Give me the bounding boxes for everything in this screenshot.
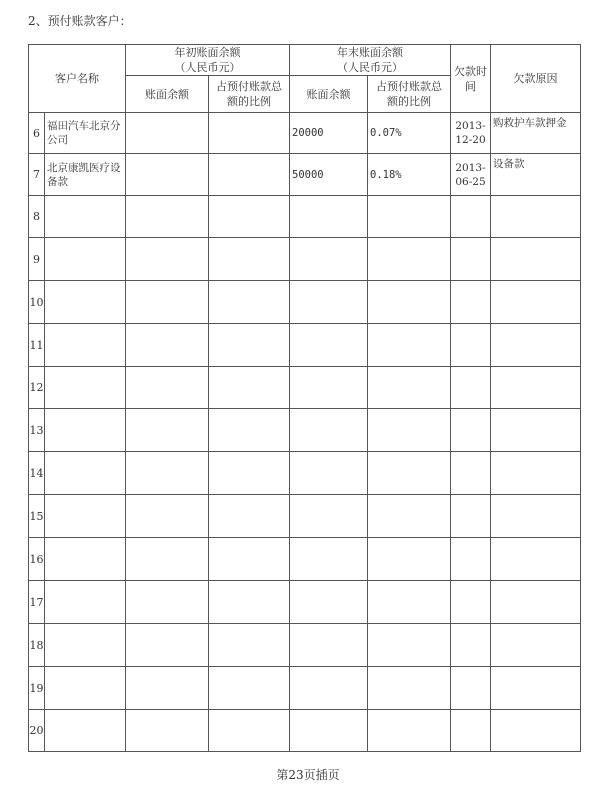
end-ratio-cell bbox=[368, 452, 451, 495]
overdue-reason-cell: 设备款 bbox=[491, 154, 581, 196]
begin-balance-cell bbox=[126, 196, 209, 238]
row-number: 8 bbox=[29, 196, 45, 238]
overdue-reason-cell bbox=[491, 238, 581, 281]
begin-balance-cell bbox=[126, 281, 209, 324]
end-balance-cell bbox=[290, 495, 368, 538]
overdue-time-cell bbox=[451, 710, 491, 752]
row-number: 13 bbox=[29, 409, 45, 452]
overdue-reason-cell bbox=[491, 452, 581, 495]
table-body bbox=[29, 113, 581, 752]
begin-balance-cell bbox=[126, 409, 209, 452]
end-balance-cell bbox=[290, 367, 368, 409]
section-heading: 2、预付账款客户： bbox=[28, 14, 132, 28]
begin-balance-cell bbox=[126, 495, 209, 538]
table-row bbox=[29, 452, 581, 495]
overdue-time-line1: 2013- bbox=[455, 161, 486, 174]
customer-name-cell bbox=[45, 581, 126, 624]
end-ratio-cell bbox=[368, 324, 451, 367]
end-balance-cell bbox=[290, 581, 368, 624]
row-number: 14 bbox=[29, 452, 45, 495]
end-balance-cell: 50000 bbox=[290, 154, 368, 196]
overdue-reason-cell bbox=[491, 324, 581, 367]
customer-name-cell bbox=[45, 409, 126, 452]
row-number: 7 bbox=[29, 154, 45, 196]
customer-name-cell bbox=[45, 113, 126, 154]
end-balance-cell: 20000 bbox=[290, 113, 368, 154]
row-number: 19 bbox=[29, 667, 45, 710]
overdue-reason-cell bbox=[491, 667, 581, 710]
header-end-ratio-line2: 额的比例 bbox=[387, 95, 431, 108]
header-end-ratio bbox=[368, 76, 451, 113]
row-number: 20 bbox=[29, 710, 45, 752]
begin-balance-cell bbox=[126, 581, 209, 624]
row-number: 15 bbox=[29, 495, 45, 538]
table-row bbox=[29, 324, 581, 367]
header-begin-group-line2: （人民币元） bbox=[174, 61, 241, 74]
header-overdue-reason: 欠款原因 bbox=[491, 45, 581, 113]
overdue-reason-cell bbox=[491, 367, 581, 409]
header-begin-ratio-line2: 额的比例 bbox=[227, 95, 271, 108]
begin-ratio-cell bbox=[209, 495, 290, 538]
table-row bbox=[29, 495, 581, 538]
end-balance-cell bbox=[290, 710, 368, 752]
overdue-reason-cell bbox=[491, 409, 581, 452]
begin-balance-cell bbox=[126, 538, 209, 581]
table-row bbox=[29, 581, 581, 624]
row-number: 18 bbox=[29, 624, 45, 667]
customer-name-line1: 福田汽车北京分 bbox=[47, 120, 121, 132]
end-balance-cell bbox=[290, 409, 368, 452]
header-time-line2: 间 bbox=[465, 79, 476, 93]
customer-name-cell bbox=[45, 624, 126, 667]
begin-ratio-cell bbox=[209, 452, 290, 495]
row-number: 12 bbox=[29, 367, 45, 409]
row-number: 11 bbox=[29, 324, 45, 367]
customer-name-cell bbox=[45, 154, 126, 196]
begin-ratio-cell bbox=[209, 281, 290, 324]
end-ratio-cell bbox=[368, 409, 451, 452]
begin-ratio-cell bbox=[209, 113, 290, 154]
end-balance-cell bbox=[290, 196, 368, 238]
begin-balance-cell bbox=[126, 367, 209, 409]
end-balance-cell bbox=[290, 238, 368, 281]
table-row bbox=[29, 667, 581, 710]
end-balance-cell bbox=[290, 281, 368, 324]
overdue-time-cell bbox=[451, 281, 491, 324]
overdue-time-cell bbox=[451, 624, 491, 667]
overdue-time-cell bbox=[451, 409, 491, 452]
begin-ratio-cell bbox=[209, 154, 290, 196]
overdue-reason-cell bbox=[491, 495, 581, 538]
page-footer: 第23页插页 bbox=[276, 768, 340, 782]
begin-ratio-cell bbox=[209, 624, 290, 667]
end-ratio-cell bbox=[368, 667, 451, 710]
overdue-reason-cell bbox=[491, 538, 581, 581]
begin-balance-cell bbox=[126, 624, 209, 667]
overdue-time-cell bbox=[451, 196, 491, 238]
table-row bbox=[29, 154, 581, 196]
begin-ratio-cell bbox=[209, 710, 290, 752]
overdue-time-line1: 2013- bbox=[455, 120, 486, 132]
begin-ratio-cell bbox=[209, 667, 290, 710]
table-row bbox=[29, 196, 581, 238]
customer-name-cell bbox=[45, 538, 126, 581]
end-balance-cell bbox=[290, 624, 368, 667]
table-row bbox=[29, 113, 581, 154]
overdue-time-cell bbox=[451, 238, 491, 281]
begin-ratio-cell bbox=[209, 196, 290, 238]
customer-name-cell bbox=[45, 281, 126, 324]
begin-ratio-cell bbox=[209, 538, 290, 581]
header-end-group-line1: 年末账面余额 bbox=[337, 46, 403, 59]
begin-balance-cell bbox=[126, 324, 209, 367]
overdue-time-line2: 12-20 bbox=[455, 134, 486, 146]
row-number: 9 bbox=[29, 238, 45, 281]
overdue-reason-cell bbox=[491, 196, 581, 238]
customer-name-line2: 备款 bbox=[47, 175, 68, 188]
begin-balance-cell bbox=[126, 154, 209, 196]
overdue-time-cell bbox=[451, 324, 491, 367]
header-begin-ratio-line1: 占预付账款总 bbox=[216, 80, 282, 93]
end-ratio-cell bbox=[368, 710, 451, 752]
row-number: 16 bbox=[29, 538, 45, 581]
header-end-ratio-line1: 占预付账款总 bbox=[376, 80, 442, 93]
end-balance-cell bbox=[290, 538, 368, 581]
customer-name-line1: 北京康凯医疗设 bbox=[47, 161, 121, 174]
customer-name-cell bbox=[45, 495, 126, 538]
table-row bbox=[29, 710, 581, 752]
table-row bbox=[29, 238, 581, 281]
overdue-reason-cell bbox=[491, 581, 581, 624]
customer-name-cell bbox=[45, 710, 126, 752]
header-overdue-time bbox=[451, 45, 491, 113]
customer-name-cell bbox=[45, 367, 126, 409]
overdue-time-cell bbox=[451, 367, 491, 409]
table-row bbox=[29, 367, 581, 409]
end-ratio-cell bbox=[368, 538, 451, 581]
overdue-time-cell bbox=[451, 495, 491, 538]
end-ratio-cell bbox=[368, 196, 451, 238]
begin-ratio-cell bbox=[209, 409, 290, 452]
end-ratio-cell bbox=[368, 624, 451, 667]
customer-name-cell bbox=[45, 196, 126, 238]
table-row bbox=[29, 281, 581, 324]
table-row bbox=[29, 409, 581, 452]
end-ratio-cell: 0.18% bbox=[368, 154, 451, 196]
end-ratio-cell bbox=[368, 367, 451, 409]
table-row bbox=[29, 538, 581, 581]
overdue-time-cell bbox=[451, 581, 491, 624]
overdue-time-cell bbox=[451, 113, 491, 154]
header-end-book-balance: 账面余额 bbox=[290, 76, 368, 113]
begin-balance-cell bbox=[126, 113, 209, 154]
prepayment-customer-table bbox=[28, 44, 581, 752]
begin-balance-cell bbox=[126, 710, 209, 752]
begin-balance-cell bbox=[126, 667, 209, 710]
table-row bbox=[29, 624, 581, 667]
end-ratio-cell bbox=[368, 238, 451, 281]
overdue-time-cell bbox=[451, 452, 491, 495]
overdue-reason-cell bbox=[491, 281, 581, 324]
header-customer-name: 客户名称 bbox=[29, 45, 126, 113]
begin-ratio-cell bbox=[209, 581, 290, 624]
customer-name-line2: 公司 bbox=[47, 134, 68, 146]
overdue-time-cell bbox=[451, 538, 491, 581]
header-begin-book-balance: 账面余额 bbox=[126, 76, 209, 113]
customer-name-cell bbox=[45, 324, 126, 367]
header-time-line1: 欠款时 bbox=[454, 64, 487, 78]
customer-name-cell bbox=[45, 667, 126, 710]
overdue-reason-cell bbox=[491, 624, 581, 667]
customer-name-cell bbox=[45, 452, 126, 495]
overdue-reason-cell bbox=[491, 710, 581, 752]
customer-name-cell bbox=[45, 238, 126, 281]
overdue-time-cell bbox=[451, 154, 491, 196]
header-begin-group-line1: 年初账面余额 bbox=[174, 46, 241, 59]
begin-ratio-cell bbox=[209, 324, 290, 367]
overdue-time-line2: 06-25 bbox=[455, 175, 486, 188]
row-number: 6 bbox=[29, 113, 45, 154]
end-balance-cell bbox=[290, 452, 368, 495]
header-begin-ratio bbox=[209, 76, 290, 113]
end-ratio-cell bbox=[368, 495, 451, 538]
begin-balance-cell bbox=[126, 452, 209, 495]
header-end-group-line2: （人民币元） bbox=[337, 61, 403, 74]
begin-ratio-cell bbox=[209, 238, 290, 281]
begin-balance-cell bbox=[126, 238, 209, 281]
header-end-balance-group bbox=[290, 45, 451, 76]
row-number: 17 bbox=[29, 581, 45, 624]
end-ratio-cell bbox=[368, 281, 451, 324]
end-balance-cell bbox=[290, 667, 368, 710]
row-number: 10 bbox=[29, 281, 45, 324]
begin-ratio-cell bbox=[209, 367, 290, 409]
end-balance-cell bbox=[290, 324, 368, 367]
header-begin-balance-group bbox=[126, 45, 290, 76]
overdue-time-cell bbox=[451, 667, 491, 710]
end-ratio-cell: 0.07% bbox=[368, 113, 451, 154]
end-ratio-cell bbox=[368, 581, 451, 624]
overdue-reason-cell: 购救护车款押金 bbox=[491, 113, 581, 154]
